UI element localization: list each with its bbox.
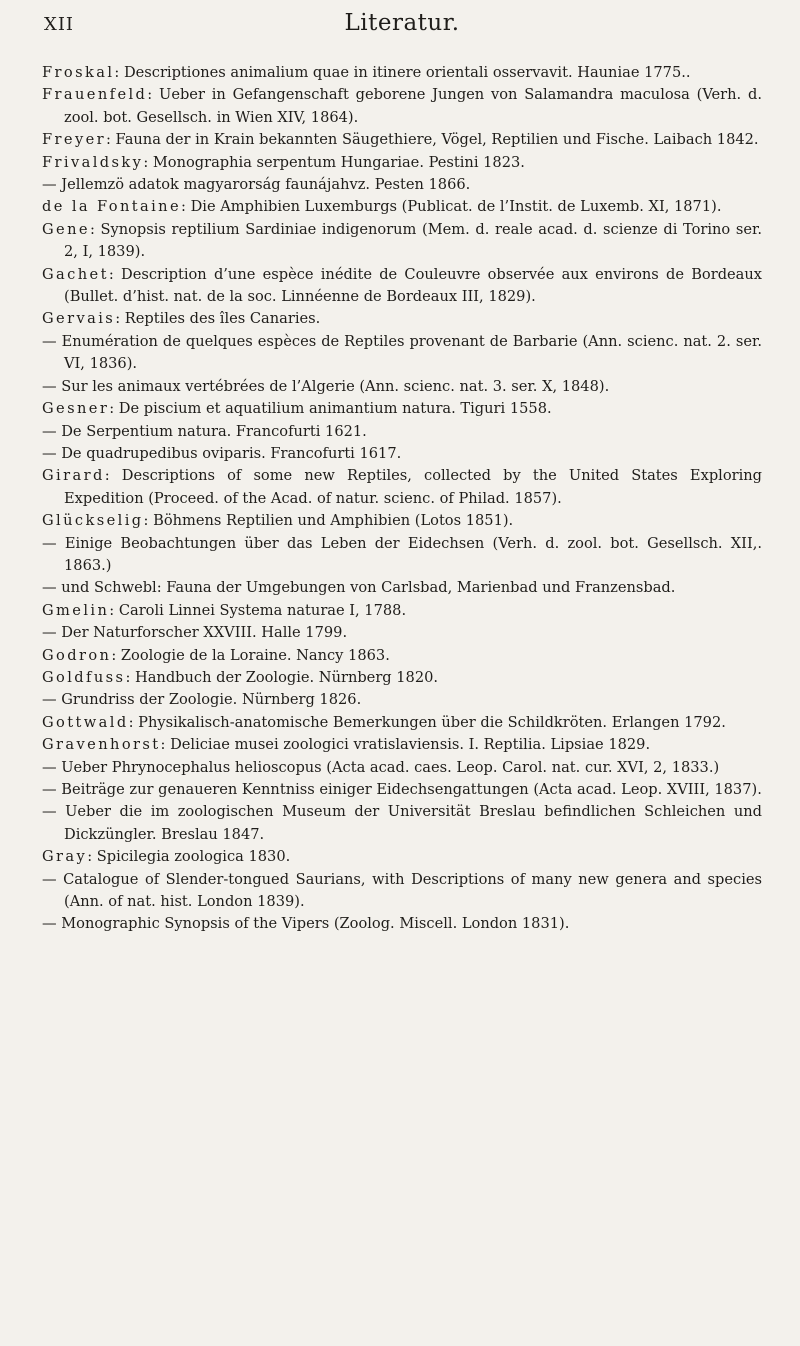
bibliography-entry	[42, 779, 762, 801]
entry-text: — Beiträge zur genaueren Kenntniss einiger Eidechsengattungen (Acta acad. Leop. XVIII, 1837).	[42, 781, 762, 798]
entry-text: — Der Naturforscher XXVIII. Halle 1799.	[42, 624, 348, 642]
entry-author: Goldfuss	[42, 668, 126, 686]
page-header	[42, 0, 762, 62]
entry-text: — Sur les animaux vertébrées de l’Algerie (Ann. scienc. nat. 3. ser. X, 1848).	[42, 377, 610, 395]
bibliography-entry	[42, 465, 762, 510]
running-title: Literatur.	[344, 10, 460, 36]
entry-text: : Monographia serpentum Hungariae. Pestini 1823.	[143, 153, 525, 171]
entry-text: : Handbuch der Zoologie. Nürnberg 1820.	[125, 668, 439, 686]
entry-text: — Jellemzö adatok magyarorság faunájahvz. Pesten 1866.	[42, 176, 471, 194]
bibliography-entry	[42, 308, 762, 330]
entry-text: — Ueber die im zoologischen Museum der Universität Breslau befindlichen Schleichen und Dickzüngler. Breslau 1847.	[42, 803, 762, 843]
entry-author: Frivaldsky	[42, 153, 144, 171]
bibliography-entry	[42, 152, 762, 174]
entry-text: : Die Amphibien Luxemburgs (Publicat. de l’Instit. de Luxemb. XI, 1871).	[181, 198, 722, 216]
entry-text: : Fauna der in Krain bekannten Säugethiere, Vögel, Reptilien und Fische. Laibach 1842.	[106, 131, 759, 149]
entry-author: Gachet	[42, 265, 109, 283]
bibliography-entry	[42, 846, 762, 868]
bibliography-entry	[42, 600, 762, 622]
bibliography-entry	[42, 577, 762, 599]
bibliography-entry	[42, 219, 762, 264]
entry-author: Gmelin	[42, 601, 110, 619]
entry-author: Girard	[42, 467, 105, 485]
entry-text: : Reptiles des îles Canaries.	[115, 310, 321, 328]
entry-text: : Böhmens Reptilien und Amphibien (Lotos 1851).	[143, 512, 514, 530]
bibliography-entry	[42, 645, 762, 667]
bibliography-entry	[42, 376, 762, 398]
entry-author: Gervais	[42, 310, 116, 328]
entry-text: — Enumération de quelques espèces de Reptiles provenant de Barbarie (Ann. scienc. nat. 2. ser. VI, 1836).	[42, 332, 762, 373]
entry-author: de la Fontaine	[42, 198, 182, 216]
entry-text: : De piscium et aquatilium animantium natura. Tiguri 1558.	[109, 400, 552, 418]
bibliography-entry	[42, 622, 762, 644]
entry-author: Gray	[42, 848, 88, 866]
bibliography-entry	[42, 913, 762, 935]
entry-author: Glückselig	[42, 512, 144, 530]
entry-author: Freyer	[42, 131, 106, 149]
bibliography-entry	[42, 174, 762, 196]
bibliography-list	[42, 62, 762, 936]
bibliography-entry	[42, 801, 762, 846]
entry-text: : Descriptiones animalium quae in itinere orientali osservavit. Hauniae 1775..	[114, 64, 691, 81]
entry-text: — Ueber Phrynocephalus helioscopus (Acta acad. caes. Leop. Carol. nat. cur. XVI, 2, 1833.)	[42, 758, 720, 776]
bibliography-entry	[42, 734, 762, 756]
bibliography-entry	[42, 533, 762, 578]
entry-text: — Monographic Synopsis of the Vipers (Zoolog. Miscell. London 1831).	[42, 915, 570, 933]
bibliography-entry	[42, 129, 762, 151]
entry-text: : Ueber in Gefangenschaft geborene Jungen von Salamandra maculosa (Verh. d. zool. bot. Gesellsch. in Wien XIV, 1864).	[64, 86, 762, 126]
bibliography-entry	[42, 869, 762, 914]
bibliography-entry	[42, 510, 762, 532]
bibliography-entry	[42, 443, 762, 465]
entry-text: : Zoologie de la Loraine. Nancy 1863.	[111, 646, 390, 664]
entry-author: Gene	[42, 220, 90, 238]
entry-author: Gravenhorst	[42, 736, 161, 754]
entry-text: — und Schwebl: Fauna der Umgebungen von Carlsbad, Marienbad und Franzensbad.	[42, 579, 676, 597]
entry-text: — De quadrupedibus oviparis. Francofurti 1617.	[42, 444, 402, 462]
bibliography-entry	[42, 689, 762, 711]
page-number: XII	[44, 14, 75, 35]
entry-text: : Caroli Linnei Systema naturae I, 1788.	[109, 601, 407, 619]
bibliography-entry	[42, 667, 762, 689]
entry-author: Froskal	[42, 64, 115, 81]
entry-text: : Description d’une espèce inédite de Couleuvre observée aux environs de Bordeaux (Bullet. d’hist. nat. de la soc. Linnéenne de Bordeaux III, 1829).	[64, 265, 762, 306]
entry-text: : Synopsis reptilium Sardiniae indigenorum (Mem. d. reale acad. d. scienze di Torino ser. 2, I, 1839).	[64, 220, 762, 261]
bibliography-entry	[42, 62, 762, 84]
entry-text: : Physikalisch-anatomische Bemerkungen über die Schildkröten. Erlangen 1792.	[128, 713, 726, 731]
bibliography-entry	[42, 757, 762, 779]
entry-text: — De Serpentium natura. Francofurti 1621.	[42, 422, 367, 440]
bibliography-entry	[42, 331, 762, 376]
entry-text: — Grundriss der Zoologie. Nürnberg 1826.	[42, 691, 362, 709]
entry-text: : Deliciae musei zoologici vratislaviensis. I. Reptilia. Lipsiae 1829.	[160, 736, 651, 754]
entry-author: Gottwald	[42, 713, 129, 731]
bibliography-entry	[42, 712, 762, 734]
bibliography-entry	[42, 264, 762, 309]
bibliography-entry	[42, 421, 762, 443]
entry-text: : Descriptions of some new Reptiles, collected by the United States Exploring Expedition (Proceed. of the Acad. of natur. scienc. of Philad. 1857).	[64, 467, 762, 507]
entry-text: : Spicilegia zoologica 1830.	[87, 848, 291, 866]
entry-text: — Einige Beobachtungen über das Leben der Eidechsen (Verh. d. zool. bot. Gesellsch. XII,. 1863.)	[42, 534, 762, 574]
bibliography-entry	[42, 398, 762, 420]
entry-author: Gesner	[42, 400, 110, 418]
bibliography-entry	[42, 84, 762, 129]
entry-author: Godron	[42, 646, 112, 664]
entry-author: Frauenfeld	[42, 86, 148, 104]
bibliography-entry	[42, 196, 762, 218]
entry-text: — Catalogue of Slender-tongued Saurians, with Descriptions of many new genera and species (Ann. of nat. hist. London 1839).	[42, 870, 762, 911]
